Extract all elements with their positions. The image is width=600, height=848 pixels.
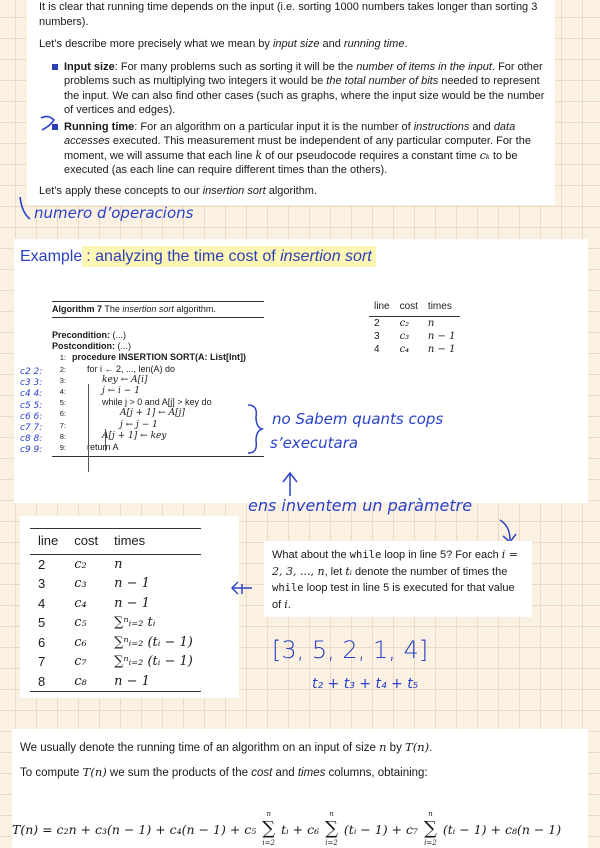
table-row: 4 c₄ n − 1 xyxy=(38,595,150,611)
intro-apply: Let’s apply these concepts to our insertion sort algorithm. xyxy=(39,184,318,197)
arrow-up-icon xyxy=(280,470,300,498)
code-line: 2: for i ← 2, ..., len(A) do xyxy=(59,363,176,374)
code-line: 3: key ← A[i] xyxy=(59,374,148,385)
code-line: 5: while j > 0 and A[j] > key do xyxy=(59,397,212,408)
arrow-left-icon xyxy=(230,580,256,598)
handwritten-array: [3, 5, 2, 1, 4] xyxy=(272,636,429,664)
table-row: 3 c₃ n − 1 xyxy=(38,576,150,592)
table-row: 2 c₂ n xyxy=(374,318,435,329)
intro-card xyxy=(27,0,555,205)
postcondition: Postcondition: (...) xyxy=(52,341,132,352)
precondition: Precondition: (...) xyxy=(52,330,127,340)
running-time-line-2: To compute T(n) we sum the products of the cost and times columns, obtaining: xyxy=(20,765,428,779)
example-card xyxy=(14,239,588,503)
cost-table-card xyxy=(20,516,239,698)
bullet-icon xyxy=(52,64,58,70)
definitions-list xyxy=(39,60,545,178)
handwritten-t-sum: t₂ + t₃ + t₄ + t₅ xyxy=(312,676,419,692)
intro-describe: Let’s describe more precisely what we mean by input size and running time. xyxy=(39,38,408,50)
table-row: 4 c₄ n − 1 xyxy=(374,344,456,355)
handwritten-note-parametre: ens inventem un paràmetre xyxy=(248,496,473,515)
table-row: 5 c₅ ∑ⁿᵢ₌₂ tᵢ xyxy=(38,615,156,631)
handwritten-operations-note: numero d’operacions xyxy=(34,204,194,222)
handwritten-note-sexecutara: s’executara xyxy=(270,434,359,452)
pen-stroke-icon xyxy=(38,112,60,134)
handwritten-note-quants-cops: no Sabem quants cops xyxy=(272,410,444,428)
table-row: 7 c₇ ∑ⁿᵢ₌₂ (tᵢ − 1) xyxy=(38,654,193,670)
code-line: 9: return A xyxy=(59,441,119,452)
table-row: 6 c₆ ∑ⁿᵢ₌₂ (tᵢ − 1) xyxy=(38,634,193,650)
table-row: 8 c₈ n − 1 xyxy=(30,672,201,692)
code-line: 1: procedure INSERTION SORT(A: List[Int]) xyxy=(59,352,246,363)
example-title: Example : analyzing the time cost of insertion sort xyxy=(20,248,376,266)
cost-table: line cost times 2 c₂ n 3 c₃ n − 1 4 c₄ n − 1 5 c₅ ∑ⁿᵢ₌₂ tᵢ 6 c₆ ∑ⁿᵢ₌₂ (tᵢ − 1) 7 c₇ ∑ⁿᵢ₌₂ (tᵢ − 1) 8 c₈ n − 1 xyxy=(30,528,201,692)
running-time-formula: T(n) = c₂n + c₃(n − 1) + c₄(n − 1) + c₅ ∑ n i=2 tᵢ + c₆ ∑ n i=2 (tᵢ − 1) + c₇ ∑ n i=2 (tᵢ − 1) + c₈(n − 1) xyxy=(12,810,562,847)
code-line: 7: j ← j − 1 xyxy=(59,419,158,430)
code-line: 4: j ← i − 1 xyxy=(59,385,140,396)
list-item-input-size: Input size: For many problems such as sorting it will be the number of items in the input. For other problems such as multiplying two integers it would be the total number of bits needed to represent the input. We can also find other cases (such as graphs, where the input size would be the number of vertices and edges). xyxy=(39,60,545,118)
code-line: 8: A[j + 1] ← key xyxy=(59,430,167,441)
sum-symbol: ∑ n i=2 xyxy=(325,810,338,847)
sum-symbol: ∑ n i=2 xyxy=(424,810,437,847)
while-note-card: What about the while loop in line 5? For each i = 2, 3, ..., n, let tᵢ denote the number of times the while loop test in line 5 is executed for that value of i. xyxy=(264,541,532,617)
sum-symbol: ∑ n i=2 xyxy=(262,810,276,847)
arrow-down-icon xyxy=(494,516,522,544)
small-cost-table: line cost times 2 c₂ n 3 c₃ n − 1 4 c₄ n − 1 xyxy=(369,300,460,356)
algorithm-box xyxy=(52,301,264,457)
running-time-line-1: We usually denote the running time of an algorithm on an input of size n by T(n). xyxy=(20,740,433,754)
intro-line-1: It is clear that running time depends on the input (i.e. sorting 1000 numbers takes longer than sorting 3 numbers). xyxy=(39,1,538,28)
brace-stroke-icon xyxy=(244,403,266,455)
table-row: 2 c₂ n xyxy=(38,557,123,572)
list-item-running-time: Running time: For an algorithm on a particular input it is the number of instructions and data accesses executed. This measurement must be independent of any particular computer. For the moment, we will assume that each line k of our pseudocode requires a constant time cₖ to be executed (as each line can require different times than the others). xyxy=(39,120,545,178)
handwritten-cost-labels: c2 2: c3 3: c4 4: c5 5: c6 6: c7 7: c8 8: c9 9: xyxy=(20,367,43,456)
code-line: 6: A[j + 1] ← A[j] xyxy=(59,408,185,419)
table-row: 3 c₃ n − 1 xyxy=(374,331,456,342)
algorithm-caption: Algorithm 7 The insertion sort algorithm. xyxy=(52,304,216,314)
